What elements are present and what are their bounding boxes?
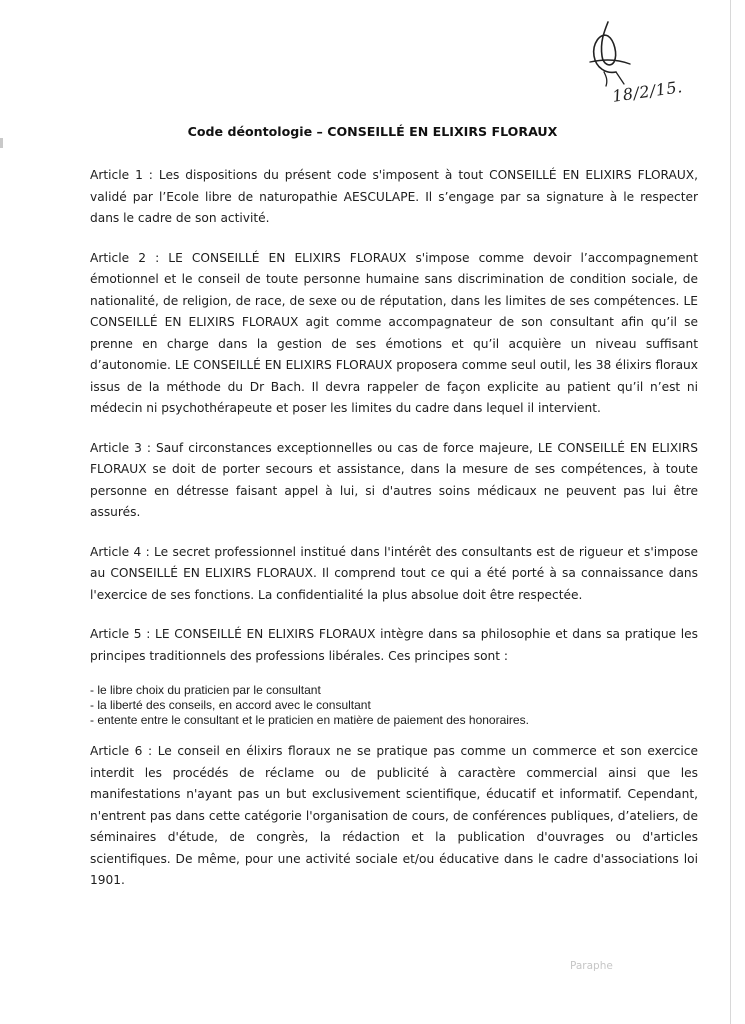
article-3: Article 3 : Sauf circonstances exceptionnelles ou cas de force majeure, LE CONSEILLÉ EN ELIXIRS FLORAUX se doit de porter secours et assistance, dans la mesure de ses compétences, à toute personne en détresse faisant appel à lui, si d'autres soins médicaux ne peuvent pas lui être assurés. (90, 440, 698, 519)
list-item: - la liberté des conseils, en accord avec le consultant (90, 698, 371, 712)
document-body (90, 165, 698, 892)
article-2: Article 2 : LE CONSEILLÉ EN ELIXIRS FLORAUX s'impose comme devoir l’accompagnement émotionnel et le conseil de toute personne humaine sans discrimination de condition sociale, de nationalité, de religion, de race, de sexe ou de réputation, dans les limites de ses compétences. LE CONSEILLÉ EN ELIXIRS FLORAUX agit comme accompagnateur de son consultant afin qu’il se prenne en charge dans la gestion de ses émotions et qu’il acquière un niveau suffisant d’autonomie. LE CONSEILLÉ EN ELIXIRS FLORAUX proposera comme seul outil, les 38 élixirs floraux issus de la méthode du Dr Bach. Il devra rappeler de façon explicite au patient qu’il n’est ni médecin ni psychothérapeute et poser les limites du cadre dans lequel il intervient. (90, 250, 698, 415)
scan-mark (0, 138, 3, 148)
list-item: - le libre choix du praticien par le consultant (90, 683, 321, 697)
list-item: - entente entre le consultant et le praticien en matière de paiement des honoraires. (90, 713, 529, 727)
handwritten-date: 18/2/15. (611, 77, 684, 106)
handwritten-signature (570, 18, 642, 90)
page-edge-line (730, 0, 731, 1024)
article-4: Article 4 : Le secret professionnel institué dans l'intérêt des consultants est de rigueur et s'impose au CONSEILLÉ EN ELIXIRS FLORAUX. Il comprend tout ce qui a été porté à sa connaissance dans l'exercice de ses fonctions. La confidentialité la plus absolue doit être respectée. (90, 544, 698, 602)
paraphe-label: Paraphe (570, 960, 613, 972)
document-title: Code déontologie – CONSEILLÉ EN ELIXIRS FLORAUX (187, 124, 558, 139)
article-6: Article 6 : Le conseil en élixirs floraux ne se pratique pas comme un commerce et son exercice interdit les procédés de réclame ou de publicité à caractère commercial ainsi que les manifestations n'ayant pas un but exclusivement scientifique, éducatif et informatif. Cependant, n'entrent pas dans cette catégorie l'organisation de cours, de conférences publiques, d’ateliers, de séminaires d'étude, de congrès, la rédaction et la publication d'ouvrages ou d'articles scientifiques. De même, pour une activité sociale et/ou éducative dans le cadre d'associations loi 1901. (90, 744, 698, 887)
article-1: Article 1 : Les dispositions du présent code s'imposent à tout CONSEILLÉ EN ELIXIRS FLORAUX, validé par l’Ecole libre de naturopathie AESCULAPE. Il s’engage par sa signature à le respecter dans le cadre de son activité. (90, 168, 698, 225)
article-5: Article 5 : LE CONSEILLÉ EN ELIXIRS FLORAUX intègre dans sa philosophie et dans sa pratique les principes traditionnels des professions libérales. Ces principes sont : (90, 627, 698, 663)
principles-list (90, 683, 698, 728)
